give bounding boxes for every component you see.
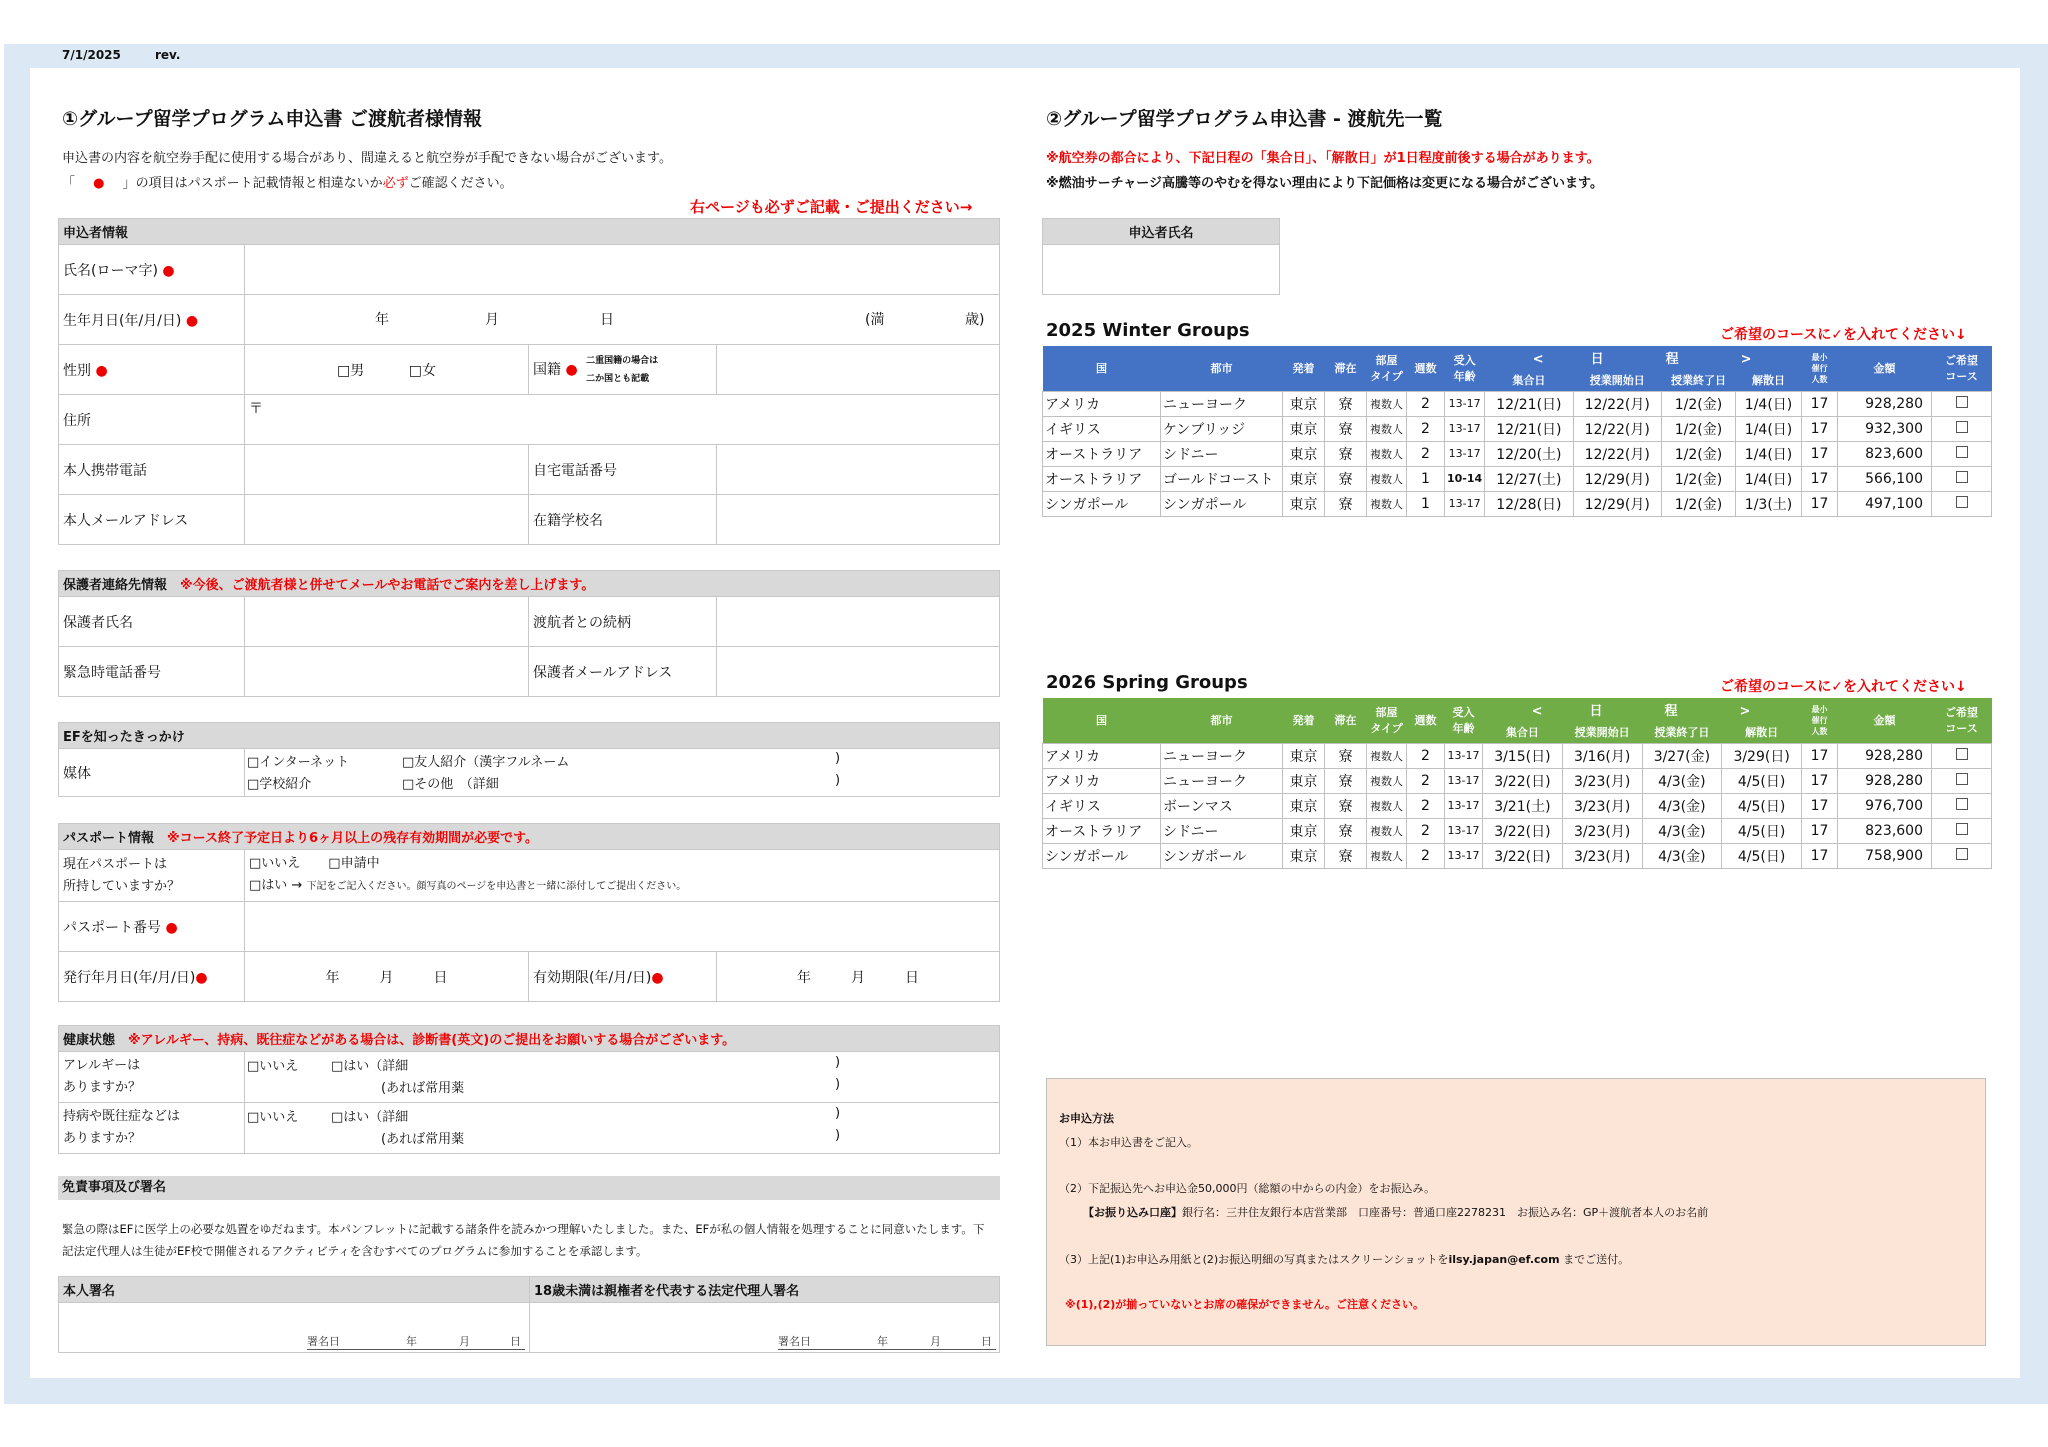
course-cell: 17: [1802, 441, 1838, 466]
passport-have-options: [245, 850, 1000, 902]
left-title: ①グループ留学プログラム申込書 ご渡航者様情報: [62, 108, 482, 130]
course-cell: 12/21(日): [1485, 391, 1573, 416]
course-cell: 823,600: [1838, 818, 1932, 843]
media-options: □インターネット □友人紹介（漢字フルネーム ) □学校紹介 □その他 （詳細 ): [245, 749, 1000, 797]
course-cell: 17: [1802, 466, 1838, 491]
course-cell: 東京: [1283, 818, 1325, 843]
course-cell: 10-14: [1445, 466, 1485, 491]
friend-checkbox[interactable]: □友人紹介（漢字フルネーム: [402, 755, 570, 770]
course-cell: シドニー: [1161, 441, 1283, 466]
name-label: 氏名(ローマ字) ●: [59, 245, 245, 295]
course-cell: 複数人: [1367, 768, 1407, 793]
allergy-label: アレルギーは ありますか？: [59, 1052, 245, 1103]
passport-note: ※コース終了予定日より6ヶ月以上の残存有効期間が必要です。: [167, 831, 539, 846]
allergy-yes-checkbox[interactable]: □はい（詳細: [331, 1059, 409, 1074]
course-cell: 12/28(日): [1485, 491, 1573, 516]
course-cell: イギリス: [1043, 416, 1161, 441]
payment-step-2: （2）下記振込先へお申込金50,000円（総額の中からの内金）をお振込み。: [1059, 1182, 1436, 1195]
gender-options[interactable]: [245, 345, 529, 395]
course-cell: 13-17: [1445, 793, 1483, 818]
course-cell: シンガポール: [1043, 491, 1161, 516]
course-cell: 13-17: [1445, 491, 1485, 516]
dob-label: 生年月日(年/月/日) ●: [59, 295, 245, 345]
course-cell: シンガポール: [1043, 843, 1161, 868]
col-assemble: 集合日: [1483, 721, 1563, 743]
health-table: [58, 1025, 1000, 1154]
school-label: 在籍学校名: [529, 495, 717, 545]
disclaimer-head: 免責事項及び署名: [58, 1176, 1000, 1200]
passport-yes-note: 下記をご記入ください。顔写真のページを申込書と一緒に添付してご提出ください。: [306, 881, 687, 892]
course-cell: 928,280: [1838, 391, 1932, 416]
home-phone-input[interactable]: [717, 445, 1000, 495]
course-cell: ケンブリッジ: [1161, 416, 1283, 441]
intro-text-end: ご確認ください。: [408, 176, 513, 191]
course-cell: 複数人: [1367, 391, 1407, 416]
postal-mark: 〒: [249, 401, 263, 417]
course-cell: 複数人: [1367, 793, 1407, 818]
self-sign-box[interactable]: 署名日 年 月 日: [59, 1303, 530, 1353]
course-cell: 東京: [1283, 391, 1325, 416]
course-cell: 寮: [1325, 491, 1367, 516]
dual-note-1: 二重国籍の場合は: [586, 355, 659, 366]
course-cell: 寮: [1325, 843, 1367, 868]
col-country: 国: [1043, 346, 1161, 391]
course-cell: 13-17: [1445, 818, 1483, 843]
dual-note-2: 二か国とも記載: [586, 373, 650, 384]
course-select-cell: [1932, 466, 1992, 491]
course-select-cell: [1932, 843, 1992, 868]
course-cell: 12/20(土): [1485, 441, 1573, 466]
course-select-cell: [1932, 391, 1992, 416]
course-select-cell: [1932, 491, 1992, 516]
guardian-email-label: 保護者メールアドレス: [529, 647, 717, 697]
applicant-name-input[interactable]: [1043, 245, 1280, 295]
chronic-label: 持病や既往症などは ありますか？: [59, 1103, 245, 1154]
intro-line-2: [62, 172, 513, 191]
col-room: 部屋 タイプ: [1367, 346, 1407, 391]
signature-table: [58, 1276, 1000, 1353]
doc-date: 7/1/2025: [62, 48, 121, 62]
course-cell: 758,900: [1838, 843, 1932, 868]
course-cell: 4/5(日): [1722, 768, 1802, 793]
course-cell: オーストラリア: [1043, 441, 1161, 466]
course-cell: アメリカ: [1043, 743, 1161, 768]
course-cell: 823,600: [1838, 441, 1932, 466]
address-label: 住所: [59, 395, 245, 445]
col-price: 金額: [1838, 346, 1932, 391]
course-cell: イギリス: [1043, 793, 1161, 818]
course-row: [1043, 491, 1992, 516]
col-weeks: 週数: [1407, 698, 1445, 743]
course-cell: 東京: [1283, 793, 1325, 818]
home-phone-label: 自宅電話番号: [529, 445, 717, 495]
course-row: [1043, 843, 1992, 868]
course-cell: 13-17: [1445, 391, 1485, 416]
course-checkbox[interactable]: [1956, 823, 1968, 835]
course-cell: 1/2(金): [1661, 466, 1735, 491]
course-cell: 寮: [1325, 416, 1367, 441]
internet-checkbox[interactable]: □インターネット: [247, 755, 350, 770]
course-cell: 3/23(月): [1562, 818, 1642, 843]
course-cell: 4/5(日): [1722, 793, 1802, 818]
course-cell: 17: [1802, 743, 1838, 768]
course-select-cell: [1932, 793, 1992, 818]
course-cell: ニューヨーク: [1161, 743, 1283, 768]
course-cell: 12/21(日): [1485, 416, 1573, 441]
issue-input[interactable]: 年 月 日: [245, 952, 529, 1002]
col-pref: ご希望 コース: [1932, 698, 1992, 743]
course-cell: 東京: [1283, 491, 1325, 516]
guardian-table: [58, 570, 1000, 697]
course-cell: 1/4(日): [1736, 416, 1802, 441]
course-cell: 13-17: [1445, 843, 1483, 868]
applicant-table: [58, 218, 1000, 545]
relation-input[interactable]: [717, 597, 1000, 647]
mobile-label: 本人携帯電話: [59, 445, 245, 495]
course-cell: 17: [1802, 843, 1838, 868]
other-checkbox[interactable]: □その他 （詳細: [402, 777, 499, 792]
intro-emphasis: 必ず: [382, 176, 409, 191]
allergy-options: □いいえ □はい（詳細 ) (あれば常用薬 ): [245, 1052, 1000, 1103]
course-cell: 3/22(日): [1483, 818, 1563, 843]
course-row: [1043, 793, 1992, 818]
col-schedule: < 日 程 >: [1483, 698, 1802, 721]
chronic-no-checkbox[interactable]: □いいえ: [247, 1110, 299, 1125]
disclaimer-text: 緊急の際はEFに医学上の必要な処置をゆだねます。本パンフレットに記載する諸条件を読みかつ理解いたしました。また、EFが私の個人情報を処理することに同意いたします。下記法定代理人は生徒がEF校で開催されるアクティビティを含むすべてのプログラムに参加することを承認します。: [62, 1222, 985, 1258]
col-assemble: 集合日: [1485, 369, 1573, 391]
course-cell: 4/3(金): [1642, 843, 1722, 868]
course-cell: 東京: [1283, 416, 1325, 441]
name-input[interactable]: [245, 245, 1000, 295]
course-cell: 東京: [1283, 768, 1325, 793]
course-cell: 928,280: [1838, 743, 1932, 768]
course-cell: 3/29(日): [1722, 743, 1802, 768]
winter-select-note: ご希望のコースに✓を入れてください↓: [1720, 327, 1967, 343]
course-row: [1043, 441, 1992, 466]
payment-box: [1046, 1078, 1986, 1346]
col-min: 最小 催行 人数: [1802, 346, 1838, 391]
course-cell: ボーンマス: [1161, 793, 1283, 818]
col-schedule: < 日 程 >: [1485, 346, 1802, 369]
col-city: 都市: [1161, 698, 1283, 743]
course-cell: 17: [1802, 391, 1838, 416]
course-cell: 13-17: [1445, 416, 1485, 441]
passport-number-label: パスポート番号 ●: [59, 902, 245, 952]
school-input[interactable]: [717, 495, 1000, 545]
course-cell: 寮: [1325, 768, 1367, 793]
col-class-end: 授業終了日: [1642, 721, 1722, 743]
course-cell: 932,300: [1838, 416, 1932, 441]
course-cell: 13-17: [1445, 743, 1483, 768]
guardian-email-input[interactable]: [717, 647, 1000, 697]
course-cell: 寮: [1325, 466, 1367, 491]
payment-step-3: （3）上記(1)お申込み用紙と(2)お振込明細の写真またはスクリーンショットをilsy.japan@ef.com までご送付。: [1059, 1253, 1630, 1266]
applicant-head: 申込者情報: [59, 219, 1000, 245]
source-head: EFを知ったきっかけ: [59, 723, 1000, 749]
course-cell: 4/5(日): [1722, 843, 1802, 868]
guardian-name-label: 保護者氏名: [59, 597, 245, 647]
course-cell: 3/23(月): [1562, 793, 1642, 818]
course-cell: 2: [1407, 743, 1445, 768]
winter-table: [1042, 346, 1992, 517]
course-select-cell: [1932, 441, 1992, 466]
course-checkbox[interactable]: [1956, 773, 1968, 785]
health-head: 健康状態 ※アレルギー、持病、既往症などがある場合は、診断書(英文)のご提出をお願いする場合がございます。: [59, 1026, 1000, 1052]
col-dismiss: 解散日: [1736, 369, 1802, 391]
chronic-options: □いいえ □はい（詳細 ) (あれば常用薬 ): [245, 1103, 1000, 1154]
intro-bracket-open: 「: [62, 176, 76, 191]
course-cell: 1/2(金): [1661, 416, 1735, 441]
guardian-sign-box[interactable]: 署名日 年 月 日: [530, 1303, 1000, 1353]
course-cell: 3/23(月): [1562, 768, 1642, 793]
course-checkbox[interactable]: [1956, 446, 1968, 458]
emergency-label: 緊急時電話番号: [59, 647, 245, 697]
course-cell: 寮: [1325, 743, 1367, 768]
course-cell: シンガポール: [1161, 843, 1283, 868]
course-cell: シドニー: [1161, 818, 1283, 843]
course-checkbox[interactable]: [1956, 421, 1968, 433]
expiry-label: 有効期限(年/月/日)●: [529, 952, 717, 1002]
course-cell: 17: [1802, 416, 1838, 441]
course-checkbox[interactable]: [1956, 496, 1968, 508]
course-cell: 3/16(月): [1562, 743, 1642, 768]
school-checkbox[interactable]: □学校紹介: [247, 777, 312, 792]
col-stay: 滞在: [1325, 346, 1367, 391]
course-row: [1043, 818, 1992, 843]
passport-have-label: 現在パスポートは 所持していますか？: [59, 850, 245, 902]
nationality-label: 国籍 ● 二重国籍の場合は 二か国とも記載: [529, 345, 717, 395]
course-cell: 1: [1407, 466, 1445, 491]
course-cell: 17: [1802, 768, 1838, 793]
course-row: [1043, 743, 1992, 768]
course-cell: 3/22(日): [1483, 843, 1563, 868]
course-cell: 3/22(日): [1483, 768, 1563, 793]
course-cell: 12/22(月): [1573, 441, 1661, 466]
payment-warning: ※(1),(2)が揃っていないとお席の確保ができません。ご注意ください。: [1065, 1298, 1424, 1311]
course-cell: 寮: [1325, 818, 1367, 843]
course-cell: 2: [1407, 843, 1445, 868]
course-cell: 2: [1407, 391, 1445, 416]
col-pref: ご希望 コース: [1932, 346, 1992, 391]
applicant-name-head: 申込者氏名: [1043, 219, 1280, 245]
allergy-no-checkbox[interactable]: □いいえ: [247, 1059, 299, 1074]
course-cell: 2: [1407, 441, 1445, 466]
gender-label: 性別 ●: [59, 345, 245, 395]
course-cell: 2: [1407, 793, 1445, 818]
course-cell: 複数人: [1367, 416, 1407, 441]
guardian-note: ※今後、ご渡航者様と併せてメールやお電話でご案内を差し上げます。: [180, 578, 595, 593]
col-class-start: 授業開始日: [1562, 721, 1642, 743]
col-min: 最小 催行 人数: [1802, 698, 1838, 743]
course-cell: 12/27(土): [1485, 466, 1573, 491]
guardian-sign-head: 18歳未満は親権者を代表する法定代理人署名: [530, 1277, 1000, 1303]
course-select-cell: [1932, 416, 1992, 441]
col-room: 部屋 タイプ: [1367, 698, 1407, 743]
course-cell: 1/4(日): [1736, 466, 1802, 491]
guardian-name-input[interactable]: [245, 597, 529, 647]
emergency-input[interactable]: [245, 647, 529, 697]
course-row: [1043, 391, 1992, 416]
course-cell: オーストラリア: [1043, 818, 1161, 843]
course-cell: 複数人: [1367, 491, 1407, 516]
course-cell: 566,100: [1838, 466, 1932, 491]
passport-head: パスポート情報 ※コース終了予定日より6ヶ月以上の残存有効期間が必要です。: [59, 824, 1000, 850]
contact-email[interactable]: ilsy.japan@ef.com: [1448, 1253, 1560, 1266]
course-cell: 複数人: [1367, 818, 1407, 843]
self-sign-head: 本人署名: [59, 1277, 530, 1303]
passport-table: [58, 823, 1000, 1002]
course-cell: 3/23(月): [1562, 843, 1642, 868]
course-row: [1043, 466, 1992, 491]
email-input[interactable]: [245, 495, 529, 545]
spring-table: [1042, 698, 1992, 869]
female-checkbox[interactable]: □女: [408, 362, 436, 379]
health-note: ※アレルギー、持病、既往症などがある場合は、診断書(英文)のご提出をお願いする場合がございます。: [128, 1033, 736, 1048]
course-cell: 1/2(金): [1661, 491, 1735, 516]
col-stay: 滞在: [1325, 698, 1367, 743]
col-city: 都市: [1161, 346, 1283, 391]
course-row: [1043, 768, 1992, 793]
course-cell: 1/3(土): [1736, 491, 1802, 516]
winter-title: 2025 Winter Groups: [1046, 320, 1250, 341]
course-cell: 12/29(月): [1573, 466, 1661, 491]
course-cell: 複数人: [1367, 843, 1407, 868]
course-cell: 東京: [1283, 743, 1325, 768]
course-cell: 寮: [1325, 793, 1367, 818]
course-cell: 東京: [1283, 466, 1325, 491]
course-cell: アメリカ: [1043, 391, 1161, 416]
course-cell: 928,280: [1838, 768, 1932, 793]
course-cell: 東京: [1283, 441, 1325, 466]
course-cell: 複数人: [1367, 441, 1407, 466]
course-cell: 17: [1802, 793, 1838, 818]
address-input[interactable]: [245, 395, 1000, 445]
course-cell: 12/29(月): [1573, 491, 1661, 516]
email-label: 本人メールアドレス: [59, 495, 245, 545]
passport-number-input[interactable]: [245, 902, 1000, 952]
course-cell: 4/5(日): [1722, 818, 1802, 843]
course-select-cell: [1932, 743, 1992, 768]
course-cell: 17: [1802, 491, 1838, 516]
course-cell: 複数人: [1367, 743, 1407, 768]
passport-applying-checkbox[interactable]: □申請中: [328, 856, 380, 871]
course-cell: 3/15(日): [1483, 743, 1563, 768]
intro-text: 」の項目はパスポート記載情報と相違ないか: [122, 176, 383, 191]
spring-title: 2026 Spring Groups: [1046, 672, 1248, 693]
course-cell: 2: [1407, 818, 1445, 843]
course-cell: 1/4(日): [1736, 441, 1802, 466]
dob-input[interactable]: 年 月 日 (満 歳): [245, 295, 1000, 345]
course-cell: 寮: [1325, 441, 1367, 466]
course-cell: 12/22(月): [1573, 391, 1661, 416]
col-age: 受入 年齢: [1445, 346, 1485, 391]
col-price: 金額: [1838, 698, 1932, 743]
course-select-cell: [1932, 768, 1992, 793]
course-select-cell: [1932, 818, 1992, 843]
course-cell: アメリカ: [1043, 768, 1161, 793]
payment-step-1: （1）本お申込書をご記入。: [1059, 1136, 1198, 1149]
course-cell: 4/3(金): [1642, 768, 1722, 793]
course-cell: 3/21(土): [1483, 793, 1563, 818]
course-cell: 3/27(金): [1642, 743, 1722, 768]
right-title: ②グループ留学プログラム申込書 - 渡航先一覧: [1046, 108, 1443, 130]
guardian-head: 保護者連絡先情報 ※今後、ご渡航者様と併せてメールやお電話でご案内を差し上げます。: [59, 571, 1000, 597]
course-cell: 976,700: [1838, 793, 1932, 818]
payment-account: 【お振り込み口座】銀行名：三井住友銀行本店営業部 口座番号：普通口座2278231 お振込み名：GP＋渡航者本人のお名前: [1083, 1206, 1709, 1219]
course-cell: 1/4(日): [1736, 391, 1802, 416]
course-checkbox[interactable]: [1956, 471, 1968, 483]
right-note-1: ※航空券の都合により、下記日程の「集合日」、「解散日」が1日程度前後する場合があります。: [1046, 151, 1600, 166]
payment-head: お申込方法: [1059, 1112, 1114, 1125]
course-cell: 12/22(月): [1573, 416, 1661, 441]
course-cell: 寮: [1325, 391, 1367, 416]
col-dismiss: 解散日: [1722, 721, 1802, 743]
chronic-yes-checkbox[interactable]: □はい（詳細: [331, 1110, 409, 1125]
course-cell: 1: [1407, 491, 1445, 516]
col-age: 受入 年齢: [1445, 698, 1483, 743]
course-checkbox[interactable]: [1956, 396, 1968, 408]
passport-yes-checkbox[interactable]: □はい →: [249, 878, 303, 893]
course-cell: 17: [1802, 818, 1838, 843]
next-page-note: 右ページも必ずご記載・ご提出ください→: [690, 198, 973, 216]
intro-line-1: 申込書の内容を航空券手配に使用する場合があり、間違えると航空券が手配できない場合がございます。: [62, 151, 672, 166]
col-depart: 発着: [1283, 698, 1325, 743]
course-cell: 東京: [1283, 843, 1325, 868]
course-cell: 4/3(金): [1642, 818, 1722, 843]
relation-label: 渡航者との続柄: [529, 597, 717, 647]
source-table: [58, 722, 1000, 797]
col-country: 国: [1043, 698, 1161, 743]
nationality-input[interactable]: [717, 345, 1000, 395]
col-class-start: 授業開始日: [1573, 369, 1661, 391]
course-cell: 複数人: [1367, 466, 1407, 491]
course-checkbox[interactable]: [1956, 798, 1968, 810]
course-cell: ゴールドコースト: [1161, 466, 1283, 491]
course-cell: 2: [1407, 416, 1445, 441]
course-row: [1043, 416, 1992, 441]
course-cell: 2: [1407, 768, 1445, 793]
right-note-2: ※燃油サーチャージ高騰等のやむを得ない理由により下記価格は変更になる場合がございます。: [1046, 176, 1603, 191]
course-cell: ニューヨーク: [1161, 768, 1283, 793]
course-cell: 497,100: [1838, 491, 1932, 516]
male-checkbox[interactable]: □男: [337, 362, 365, 379]
course-checkbox[interactable]: [1956, 848, 1968, 860]
course-cell: シンガポール: [1161, 491, 1283, 516]
required-dot-legend: ●: [93, 176, 105, 191]
course-cell: 4/3(金): [1642, 793, 1722, 818]
course-cell: 13-17: [1445, 441, 1485, 466]
applicant-name-box: [1042, 218, 1280, 295]
course-checkbox[interactable]: [1956, 748, 1968, 760]
col-weeks: 週数: [1407, 346, 1445, 391]
course-cell: ニューヨーク: [1161, 391, 1283, 416]
col-class-end: 授業終了日: [1661, 369, 1735, 391]
course-cell: 1/2(金): [1661, 441, 1735, 466]
doc-rev: rev.: [155, 48, 181, 62]
mobile-input[interactable]: [245, 445, 529, 495]
passport-no-checkbox[interactable]: □いいえ: [249, 856, 301, 871]
issue-label: 発行年月日(年/月/日)●: [59, 952, 245, 1002]
course-cell: 1/2(金): [1661, 391, 1735, 416]
expiry-input[interactable]: 年 月 日: [717, 952, 1000, 1002]
course-cell: オーストラリア: [1043, 466, 1161, 491]
course-cell: 13-17: [1445, 768, 1483, 793]
col-depart: 発着: [1283, 346, 1325, 391]
media-label: 媒体: [59, 749, 245, 797]
spring-select-note: ご希望のコースに✓を入れてください↓: [1720, 679, 1967, 695]
